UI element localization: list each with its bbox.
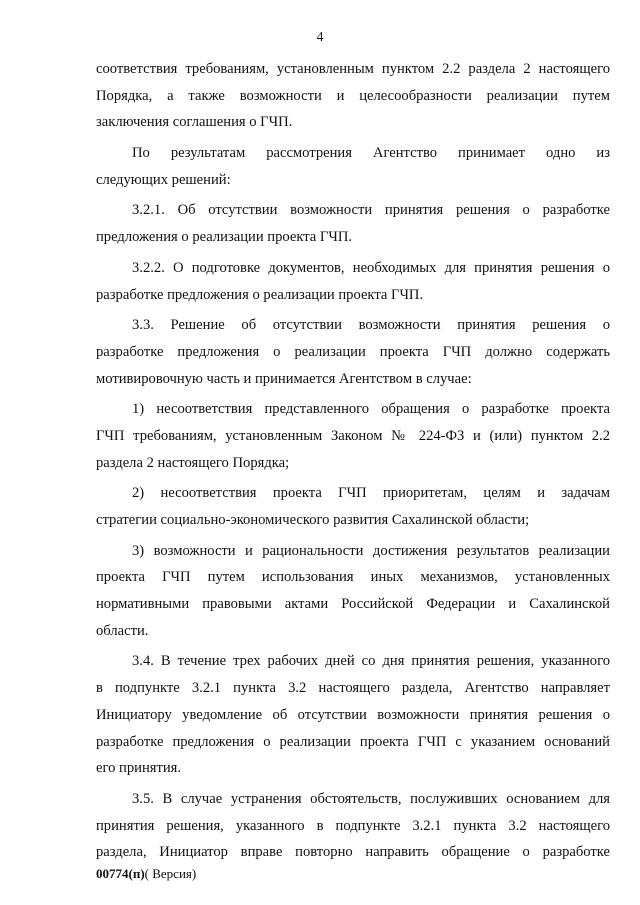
- text-line: его принятия.: [96, 760, 182, 777]
- paragraph: [96, 56, 610, 136]
- document-code: 00774(п): [96, 866, 145, 881]
- text-line: следующих решений:: [96, 171, 231, 188]
- text-line: 2) несоответствия проекта ГЧП приоритетам, целям и задачам: [132, 485, 610, 502]
- text-line: раздела 2 настоящего Порядка;: [96, 454, 290, 471]
- text-line: раздела, Инициатор вправе повторно направить обращение о разработке: [96, 844, 610, 861]
- text-line: соответствия требованиям, установленным пунктом 2.2 раздела 2 настоящего: [96, 61, 610, 77]
- text-line: в подпункте 3.2.1 пункта 3.2 настоящего раздела, Агентство направляет: [96, 680, 610, 697]
- text-line: 3.2.1. Об отсутствии возможности принятия решения о разработке: [132, 202, 610, 219]
- text-line: стратегии социально-экономического развития Сахалинской области;: [96, 512, 530, 528]
- paragraph: [96, 140, 610, 193]
- document-footer: [96, 866, 196, 882]
- paragraph: [96, 255, 610, 308]
- document-body: [96, 56, 610, 866]
- text-line: мотивировочную часть и принимается Агентством в случае:: [96, 370, 472, 387]
- text-line: разработке предложения о реализации проекта ГЧП должно содержать: [96, 343, 610, 360]
- text-line: принятия решения, указанного в подпункте 3.2.1 пункта 3.2 настоящего: [96, 817, 610, 834]
- page-number: 4: [316, 30, 324, 45]
- paragraph: [96, 312, 610, 392]
- text-line: 3.2.2. О подготовке документов, необходимых для принятия решения о: [132, 259, 610, 276]
- text-line: 1) несоответствия представленного обращения о разработке проекта: [132, 401, 610, 418]
- paragraph: [96, 648, 610, 781]
- paragraph: [96, 538, 610, 645]
- text-line: области.: [96, 622, 149, 639]
- text-line: 3.4. В течение трех рабочих дней со дня принятия решения, указанного: [132, 653, 610, 670]
- text-line: разработке предложения о реализации проекта ГЧП.: [96, 286, 424, 303]
- text-line: предложения о реализации проекта ГЧП.: [96, 229, 353, 246]
- text-line: 3.3. Решение об отсутствии возможности принятия решения о: [132, 317, 610, 334]
- text-line: ГЧП требованиям, установленным Законом № 224-ФЗ и (или) пунктом 2.2: [96, 427, 610, 444]
- paragraph: [96, 396, 610, 476]
- text-line: нормативными правовыми актами Российской Федерации и Сахалинской: [96, 596, 610, 613]
- text-line: Порядка, а также возможности и целесообразности реализации путем: [96, 87, 610, 104]
- text-line: заключения соглашения о ГЧП.: [96, 114, 293, 131]
- paragraph: [96, 480, 610, 533]
- paragraph: [96, 786, 610, 866]
- text-line: 3.5. В случае устранения обстоятельств, послуживших основанием для: [132, 790, 610, 807]
- text-line: разработке предложения о реализации проекта ГЧП с указанием оснований: [96, 733, 610, 750]
- text-line: проекта ГЧП путем использования иных механизмов, установленных: [96, 569, 610, 586]
- paragraph: [96, 197, 610, 250]
- document-version: ( Версия): [144, 866, 197, 881]
- text-line: 3) возможности и рациональности достижения результатов реализации: [132, 542, 610, 559]
- text-line: Инициатору уведомление об отсутствии возможности принятия решения о: [96, 706, 610, 723]
- text-line: По результатам рассмотрения Агентство принимает одно из: [132, 145, 610, 162]
